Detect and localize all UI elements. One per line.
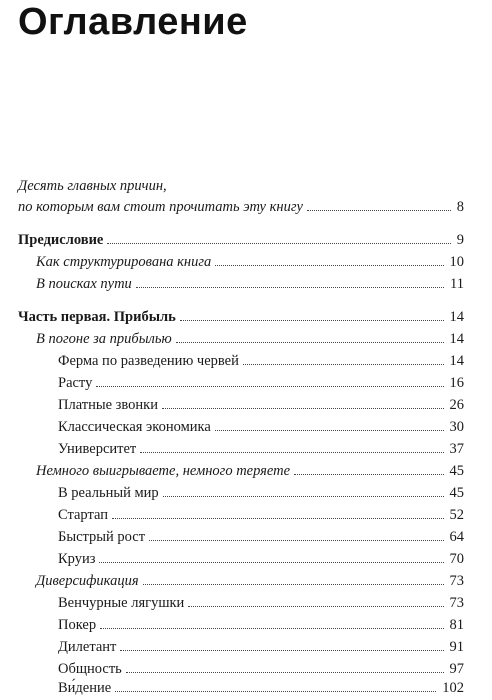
toc-entry-page: 10	[449, 254, 464, 270]
toc-entry-section[interactable]	[58, 636, 464, 658]
dot-leader	[149, 540, 443, 541]
dot-leader	[162, 408, 444, 409]
toc-entry-page: 8	[456, 199, 464, 215]
toc-entry-chapter[interactable]	[36, 328, 464, 350]
toc-entry-title: В реальный мир	[58, 485, 159, 501]
dot-leader	[100, 628, 443, 629]
toc-entry-section[interactable]	[58, 394, 464, 416]
dot-leader	[176, 342, 444, 343]
toc-entry-title: Дилетант	[58, 639, 117, 655]
toc-entry-page: 73	[449, 573, 464, 589]
toc-intro-line-1: Десять главных причин,	[18, 178, 167, 194]
toc-entry-page: 52	[449, 507, 464, 523]
toc-entry-section[interactable]	[58, 526, 464, 548]
toc-entry-page: 9	[456, 232, 464, 248]
toc-entry-intro[interactable]	[18, 196, 464, 218]
toc-entry-page: 14	[449, 353, 464, 369]
toc-entry-section[interactable]	[58, 438, 464, 460]
dot-leader	[140, 452, 443, 453]
page-title: Оглавление	[18, 1, 248, 43]
toc-entry-page: 45	[449, 485, 464, 501]
toc-entry-title: Диверсификация	[36, 573, 139, 589]
toc-entry-chapter[interactable]	[36, 570, 464, 592]
toc-entry-section[interactable]	[58, 592, 464, 614]
toc-entry-page: 73	[449, 595, 464, 611]
toc-entry-part[interactable]	[18, 306, 464, 328]
dot-leader	[136, 287, 444, 288]
toc-entry-page: 102	[442, 680, 464, 696]
dot-leader	[115, 691, 436, 692]
dot-leader	[163, 496, 444, 497]
toc-entry-page: 91	[449, 639, 464, 655]
dot-leader	[112, 518, 443, 519]
toc-entry-page: 11	[450, 276, 464, 292]
toc-entry-title: Быстрый рост	[58, 529, 146, 545]
toc-entry-chapter[interactable]	[36, 273, 464, 295]
toc-entry-section[interactable]	[58, 350, 464, 372]
toc-entry-title: Венчурные лягушки	[58, 595, 185, 611]
toc-entry-chapter[interactable]	[36, 251, 464, 273]
dot-leader	[180, 320, 444, 321]
toc-entry-page: 26	[449, 397, 464, 413]
toc-entry-title: Как структурирована книга	[36, 254, 212, 270]
toc-entry-title: Платные звонки	[58, 397, 158, 413]
dot-leader	[243, 364, 444, 365]
dot-leader	[188, 606, 443, 607]
toc-entry-title: по которым вам стоит прочитать эту книгу	[18, 199, 303, 215]
toc-entry-title: В погоне за прибылью	[36, 331, 172, 347]
dot-leader	[126, 672, 444, 673]
toc-entry-chapter[interactable]	[36, 460, 464, 482]
toc-entry-page: 14	[449, 309, 464, 325]
toc-entry-page: 14	[449, 331, 464, 347]
toc-entry-section[interactable]	[58, 372, 464, 394]
toc-entry-title: Расту	[58, 375, 93, 391]
toc-entry-title: Часть первая. Прибыль	[18, 309, 176, 325]
toc-entry-part[interactable]	[18, 229, 464, 251]
dot-leader	[215, 430, 444, 431]
toc-entry-section[interactable]	[58, 614, 464, 636]
toc-entry-title: Немного выигрываете, немного теряете	[36, 463, 291, 479]
toc-entry-page: 37	[449, 441, 464, 457]
toc-entry-page: 16	[449, 375, 464, 391]
toc-entry-page: 70	[449, 551, 464, 567]
toc-entry-title: Ферма по разведению червей	[58, 353, 239, 369]
toc-entry-title: Стартап	[58, 507, 109, 523]
toc-entry-title: Круиз	[58, 551, 96, 567]
dot-leader	[107, 243, 450, 244]
toc-entry-section[interactable]	[58, 416, 464, 438]
dot-leader	[307, 210, 451, 211]
toc-entry-title: Предисловие	[18, 232, 104, 248]
toc-entry-title: Университет	[58, 441, 137, 457]
dot-leader	[143, 584, 444, 585]
dot-leader	[215, 265, 443, 266]
toc-entry-section[interactable]	[58, 677, 464, 699]
toc-entry-page: 97	[449, 661, 464, 677]
toc-entry-section[interactable]	[58, 482, 464, 504]
dot-leader	[294, 474, 443, 475]
toc-entry-title: Классическая экономика	[58, 419, 211, 435]
toc-entry-title: Ви́дение	[58, 680, 112, 696]
toc-entry-section[interactable]	[58, 504, 464, 526]
toc-entry-title: Покер	[58, 617, 97, 633]
toc-entry-section[interactable]	[58, 548, 464, 570]
toc-entry-page: 81	[449, 617, 464, 633]
dot-leader	[120, 650, 443, 651]
toc-entry-page: 45	[449, 463, 464, 479]
toc-entry-title: Общность	[58, 661, 122, 677]
toc-entry-page: 64	[449, 529, 464, 545]
dot-leader	[96, 386, 443, 387]
toc-entry-page: 30	[449, 419, 464, 435]
toc-entry-title: В поисках пути	[36, 276, 132, 292]
dot-leader	[99, 562, 443, 563]
